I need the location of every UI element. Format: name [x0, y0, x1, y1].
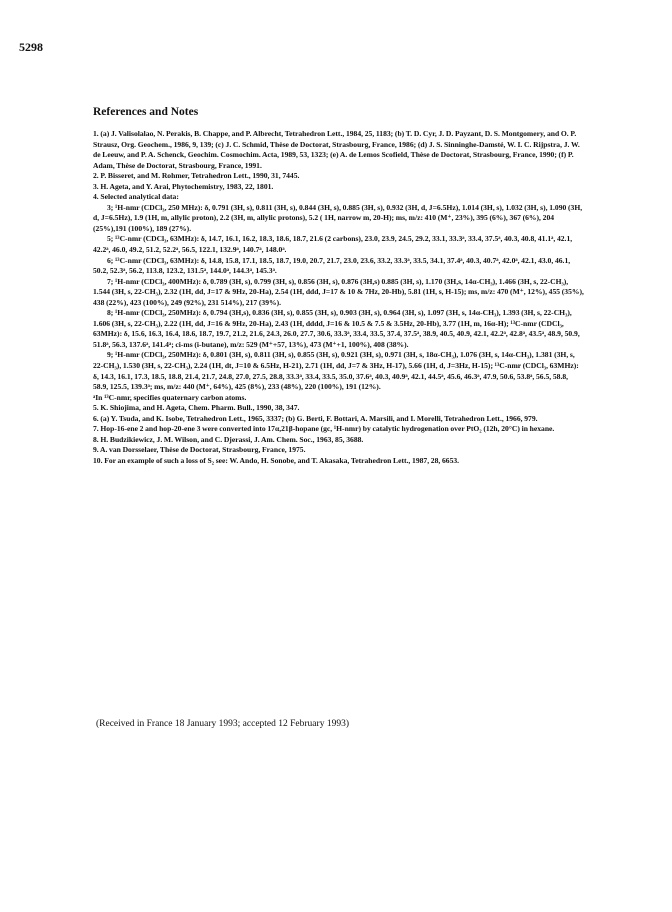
compound-7-data: 7; ¹H-nmr (CDCl₃, 400MHz): δ, 0.789 (3H, s), 0.799 (3H, s), 0.856 (3H, s), 0.876 (3H,s) 0.885 (3H, s), 1.170 (3H,s, 14α-CH₃), 1.466 (3H, s, 22-CH₃), 1.544 (3H, s, 22-CH₃), 2.32 (1H, dd, J=17 & 9Hz, 20-Ha), 2.54 (1H, ddd, J=17 & 10 & 7Hz, 20-Hb), 5.81 (1H, s, H-15); ms, m/z: 470 (M⁺, 12%), 455 (35%), 438 (22%), 423 (100%), 249 (92%), 231 514%), 217 (39%).	[93, 276, 584, 307]
reference-6: 6. (a) Y. Tsuda, and K. Isobe, Tetrahedron Lett., 1965, 3337; (b) G. Berti, F. Bottari, A. Marsili, and I. Morelli, Tetrahedron Lett., 1966, 979.	[93, 413, 538, 423]
compound-6-data: 6; ¹³C-nmr (CDCl₃, 63MHz): δ, 14.8, 15.8, 17.1, 18.5, 18.7, 19.0, 20.7, 21.7, 23.0, 23.6, 33.2, 33.3ᵃ, 33.5, 34.1, 37.4ᵃ, 40.3, 40.7ᵃ, 42.0ᵃ, 42.1, 43.0, 46.1, 50.2, 52.3ᵃ, 56.2, 113.8, 123.2, 131.5ᵃ, 144.0ᵃ, 144.3ᵃ, 145.3ᵃ.	[93, 255, 571, 276]
received-note: (Received in France 18 January 1993; accepted 12 February 1993)	[96, 719, 349, 729]
reference-3: 3. H. Ageta, and Y. Arai, Phytochemistry, 1983, 22, 1801.	[93, 181, 274, 191]
reference-10: 10. For an example of such a loss of S₂ see: W. Ando, H. Sonobe, and T. Akasaka, Tetrahedron Lett., 1987, 28, 6653.	[93, 455, 460, 465]
reference-list	[93, 129, 584, 467]
section-heading: References and Notes	[93, 106, 199, 118]
reference-9: 9. A. van Dorsselaer, Thèse de Doctorat, Strasbourg, France, 1975.	[93, 445, 306, 455]
reference-4: 4. Selected analytical data:	[93, 192, 179, 202]
compound-5-data: 5; ¹³C-nmr (CDCl₃, 63MHz): δ, 14.7, 16.1, 16.2, 18.3, 18.6, 18.7, 21.6 (2 carbons), 23.0, 23.9, 24.5, 29.2, 33.1, 33.3ᵃ, 33.4, 37.5ᵃ, 40.3, 40.8, 41.1ᵃ, 42.1, 42.2ᵃ, 46.0, 49.2, 51.2, 52.2ᵃ, 56.5, 122.1, 132.9ᵃ, 140.7ᵃ, 148.0ᵃ.	[93, 234, 573, 255]
reference-1: 1. (a) J. Valisolalao, N. Perakis, B. Chappe, and P. Albrecht, Tetrahedron Lett., 1984, 25, 1183; (b) T. D. Cyr, J. D. Payzant, D. S. Montgomery, and O. P. Strausz, Org. Geochem., 1986, 9, 139; (c) J. C. Schmid, Thèse de Doctorat, Strasbourg, France, 1986; (d) J. S. Sinninghe-Damsté, W. I. C. Rijpstra, J. W. de Leeuw, and P. A. Schenck, Geochim. Cosmochim. Acta, 1989, 53, 1323; (e) A. de Lemos Scofield, Thèse de Doctorat, Strasbourg, France, 1990; (f) P. Adam, Thèse de Doctorat, Strasbourg, France, 1991.	[93, 129, 580, 170]
compound-8-data: 8; ¹H-nmr (CDCl₃, 250MHz): δ, 0.794 (3H,s), 0.836 (3H, s), 0.855 (3H, s), 0.903 (3H, s), 0.964 (3H, s), 1.097 (3H, s, 14α-CH₃), 1.393 (3H, s, 22-CH₃), 1.606 (3H, s, 22-CH₃), 2.22 (1H, dd, J=16 & 9Hz, 20-Ha), 2.43 (1H, dddd, J=16 & 10.5 & 7.5 & 3.5Hz, 20-Hb), 3.77 (1H, m, 16α-H); ¹³C-nmr (CDCl₃, 63MHz): δ, 15.6, 16.3, 16.4, 18.6, 18.7, 19.7, 21.2, 21.6, 24.3, 26.0, 27.7, 30.6, 33.3ᵃ, 33.4, 33.5, 37.4, 37.5ᵃ, 38.9, 40.5, 40.9, 42.1, 42.2ᵃ, 42.8ᵃ, 43.5ᵃ, 48.9, 50.9, 51.8ᵃ, 56.3, 137.6ᵃ, 141.4ᵃ; ci-ms (i-butane), m/z: 529 (M⁺+57, 13%), 473 (M⁺+1, 100%), 408 (38%).	[93, 308, 580, 349]
reference-7: 7. Hop-16-ene 2 and hop-20-ene 3 were converted into 17α,21β-hopane (gc, ¹H-nmr) by catalytic hydrogenation over PtO₂ (12h, 20°C) in hexane.	[93, 424, 555, 434]
compound-3-data: 3; ¹H-nmr (CDCl₃, 250 MHz): δ, 0.791 (3H, s), 0.811 (3H, s), 0.844 (3H, s), 0.885 (3H, s), 0.932 (3H, d, J=6.5Hz), 1.014 (3H, s), 1.032 (3H, s), 1.090 (3H, d, J=6.5Hz), 1.9 (1H, m, allylic proton), 2.2 (3H, m, allylic protons), 5.2 ( 1H, narrow m, 20-H); ms, m/z: 410 (M⁺, 23%), 395 (6%), 367 (6%), 204 (25%),191 (100%), 189 (27%).	[93, 202, 583, 233]
reference-5: 5. K. Shiojima, and H. Ageta, Chem. Pharm. Bull., 1990, 38, 347.	[93, 403, 300, 413]
reference-2: 2. P. Bisseret, and M. Rohmer, Tetrahedron Lett., 1990, 31, 7445.	[93, 171, 300, 181]
reference-8: 8. H. Budzikiewicz, J. M. Wilson, and C. Djerassi, J. Am. Chem. Soc., 1963, 85, 3688.	[93, 434, 364, 444]
page-number: 5298	[19, 40, 43, 54]
compound-9-data: 9; ¹H-nmr (CDCl₃, 250MHz): δ, 0.801 (3H, s), 0.811 (3H, s), 0.855 (3H, s), 0.921 (3H, s), 0.971 (3H, s, 18α-CH₃), 1.076 (3H, s, 14α-CH₃), 1.381 (3H, s, 22-CH₃), 1.530 (3H, s, 22-CH₃), 2.24 (1H, dt, J=10 & 6.5Hz, H-21), 2.71 (1H, dd, J=7 & 3Hz, H-17), 5.66 (1H, d, J=3Hz, H-15); ¹³C-nmr (CDCl₃, 63MHz): δ, 14.3, 16.1, 17.3, 18.5, 18.8, 21.4, 21.7, 24.8, 27.0, 27.5, 28.8, 33.3ᵃ, 33.4, 33.5, 35.0, 37.6ᵃ, 40.3, 40.9ᵃ, 42.1, 44.5ᵃ, 45.6, 46.3ᵃ, 47.9, 50.6, 53.8ᵃ, 56.5, 58.8, 58.9, 125.5, 139.3ᵃ; ms, m/z: 440 (M⁺, 64%), 425 (8%), 233 (48%), 220 (100%), 191 (12%).	[93, 350, 579, 392]
footnote-a: ᵃIn ¹³C-nmr, specifies quaternary carbon atoms.	[93, 392, 247, 402]
